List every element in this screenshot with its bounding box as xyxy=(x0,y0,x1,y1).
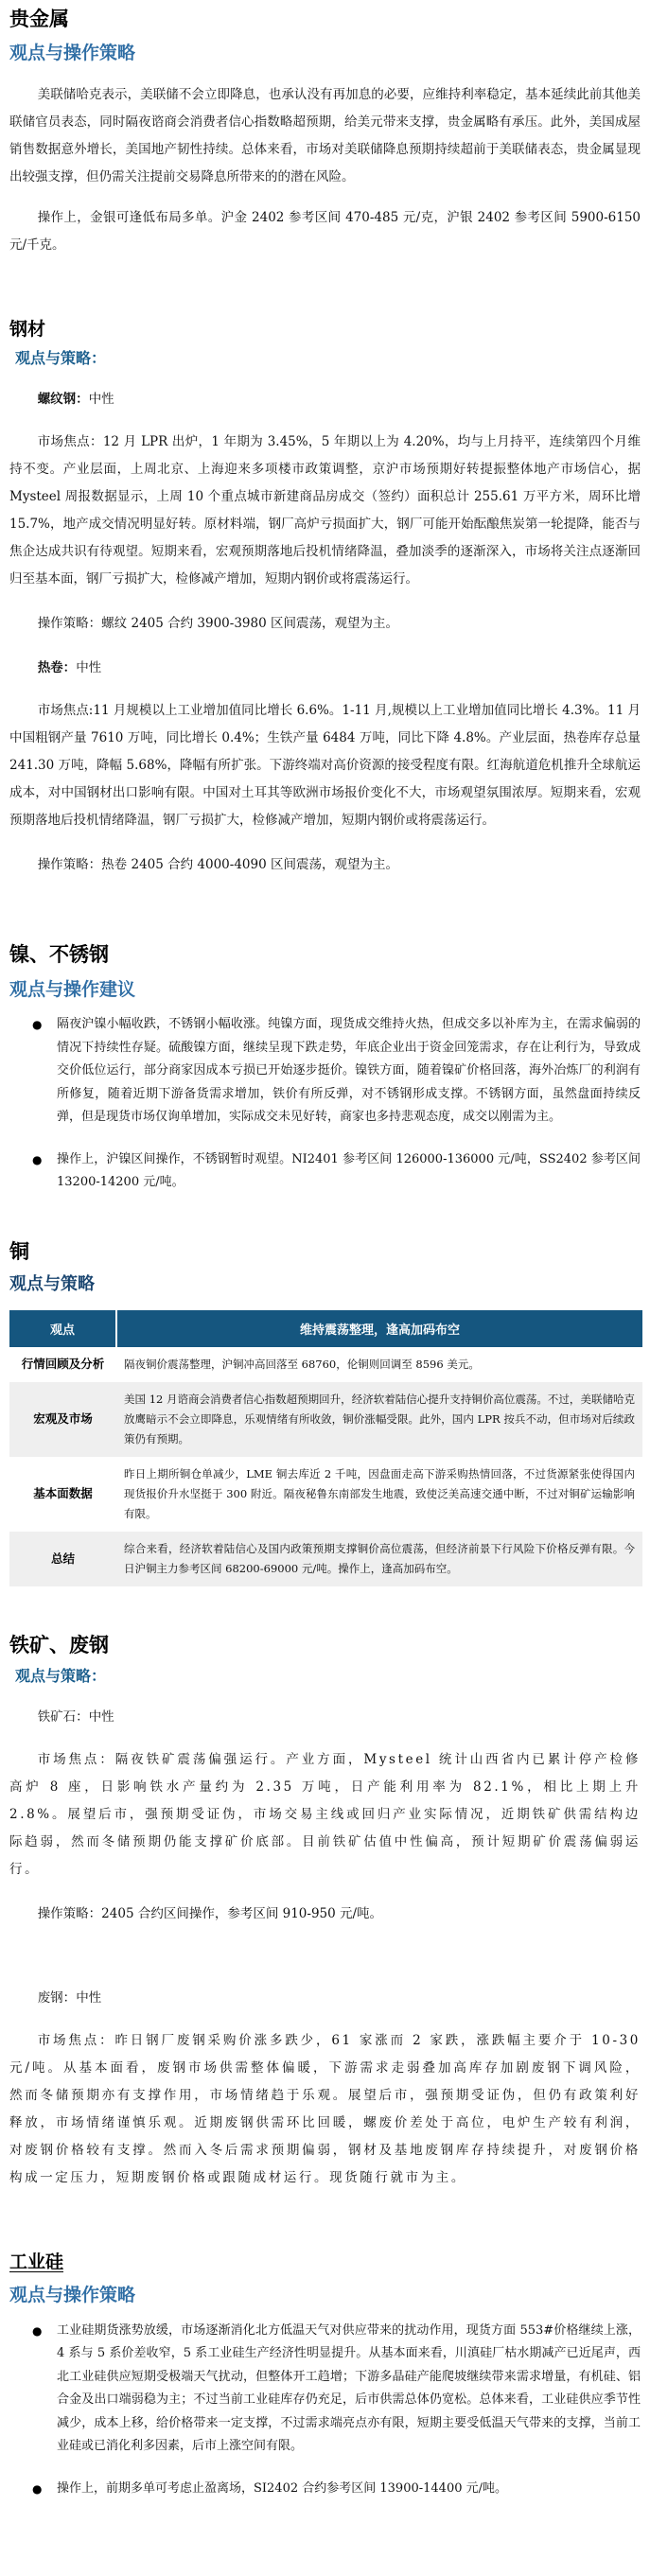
section-title-precious-metals: 贵金属 xyxy=(9,9,69,30)
copper-table-header-viewpoint: 观点 xyxy=(9,1310,116,1347)
rebar-rating-value: 中性 xyxy=(88,392,114,408)
ironore-strategy-line: 操作策略：2405 合约区间操作，参考区间 910-950 元/吨。 xyxy=(37,1905,383,1921)
copper-row-label-summary: 总结 xyxy=(50,1551,75,1566)
section-copper xyxy=(9,1238,641,1586)
copper-view-table xyxy=(9,1310,642,1586)
nickel-analysis-bullet: ● 隔夜沪镍小幅收跌，不锈钢小幅收涨。纯镍方面，现货成交维持火热，但成交多以补库为主，在需求偏弱的情况下持续性存疑。硫酸镍方面，继续呈现下跌走势，年底企业出于资金回笼需求，存在让利行为，导致成交价低位运行，部分商家因成本亏损已开始逐步挺价。镍铁方面，随着镍矿价格回落，海外冶炼厂的利润有所修复，随着近期下游备货需求增加，铁价有所反弹，对不锈钢形成支撑。不锈钢方面，虽然盘面持续反弹，但是现货市场仅询单增加，实际成交未见好转，商家也多持悲观态度，成交以刚需为主。 xyxy=(9,1013,641,1130)
section-title-industrial-silicon: 工业硅 xyxy=(9,2252,64,2272)
copper-row-text-review: 隔夜铜价震荡整理，沪铜冲高回落至 68760，伦铜则回调至 8596 美元。 xyxy=(124,1358,480,1372)
section-precious-metals xyxy=(9,6,641,259)
table-row xyxy=(9,1532,642,1586)
section-steel xyxy=(9,318,641,880)
subheading-ironore-strategy: 观点与策略： xyxy=(15,1668,107,1685)
silicon-bullet-list xyxy=(9,2320,641,2501)
ironore-label: 铁矿石： xyxy=(37,1709,89,1725)
rebar-label: 螺纹钢： xyxy=(37,392,89,408)
ironore-rating-value: 中性 xyxy=(88,1709,114,1725)
section-title-nickel-stainless: 镍、不锈钢 xyxy=(9,944,109,967)
precious-operation-paragraph: 操作上，金银可逢低布局多单。沪金 2402 参考区间 470-485 元/克，沪银 2402 参考区间 5900-6150 元/千克。 xyxy=(9,209,641,253)
hrc-rating-value: 中性 xyxy=(76,660,102,676)
section-divider xyxy=(9,896,641,941)
copper-row-text-summary: 综合来看，经济软着陆信心及国内政策预期支撑铜价高位震荡，但经济前景下行风险下价格反弹有限。今日沪铜主力参考区间 68200-69000 元/吨。操作上，逢高加码布空。 xyxy=(124,1542,635,1576)
hrc-focus-paragraph: 市场焦点:11 月规模以上工业增加值同比增长 6.6%。1-11 月,规模以上工业增加值同比增长 4.3%。11 月中国粗钢产量 7610 万吨，同比增长 0.4%；生铁产量 6484 万吨，同比下降 4.8%。产业层面，热卷库存总量 241.30 万吨，降幅 5.68%，降幅有所扩张。下游终端对高价资源的接受程度有限。红海航道危机推升全球航运成本，对中国钢材出口影响有限。中国对土耳其等欧洲市场报价变化不大，市场观望氛围浓厚。短期来看，宏观预期落地后投机情绪降温，钢厂亏损扩大，检修减产增加，短期内钢价或将震荡运行。 xyxy=(9,703,641,829)
section-divider xyxy=(9,272,641,318)
hrc-rating-line xyxy=(9,655,641,682)
section-title-copper: 铜 xyxy=(9,1240,29,1263)
section-divider xyxy=(9,1586,641,1632)
table-row xyxy=(9,1347,642,1382)
scrap-rating-value: 中性 xyxy=(76,1989,102,2006)
ironore-rating-line xyxy=(9,1704,641,1731)
section-title-ironore-scrap: 铁矿、废钢 xyxy=(9,1635,109,1657)
subheading-silicon-strategy: 观点与操作策略 xyxy=(9,2286,136,2306)
copper-row-label-fundamentals: 基本面数据 xyxy=(33,1487,93,1501)
nickel-operation-bullet: ● 操作上，沪镍区间操作，不锈钢暂时观望。NI2401 参考区间 126000-136000 元/吨，SS2402 参考区间 13200-14200 元/吨。 xyxy=(9,1148,641,1195)
section-divider xyxy=(9,1214,641,1238)
nickel-bullet-list xyxy=(9,1013,641,1195)
precious-analysis-paragraph: 美联储哈克表示，美联储不会立即降息，也承认没有再加息的必要，应维持利率稳定，基本延续此前其他美联储官员表态，同时隔夜谘商会消费者信心指数略超预期，给美元带来支撑，贵金属略有承压。此外，美国成屋销售数据意外增长，美国地产韧性持续。总体来看，市场对美联储降息预期持续超前于美联储表态，贵金属显现出较强支撑，但仍需关注提前交易降息所带来的的潜在风险。 xyxy=(9,86,641,184)
copper-table-header-row xyxy=(9,1310,642,1347)
copper-row-text-macro: 美国 12 月谘商会消费者信心指数超预期回升，经济软着陆信心提升支持铜价高位震荡。不过，美联储哈克放鹰暗示不会立即降息，乐观情绪有所收敛，铜价涨幅受限。此外，国内 LPR 按兵不动，但市场对后续政策仍有预期。 xyxy=(124,1393,635,1446)
silicon-analysis-bullet: ● 工业硅期货涨势放缓，市场逐渐消化北方低温天气对供应带来的扰动作用，现货方面 553#价格继续上涨，4 系与 5 系价差收窄，5 系工业硅生产经济性明显提升。从基本面来看，川滇硅厂枯水期减产已近尾声，西北工业硅供应短期受极端天气扰动，但整体开工趋增；下游多晶硅产能爬坡继续带来需求增量，有机硅、铝合金及出口端弱稳为主；不过当前工业硅库存仍充足，后市供需总体仍宽松。总体来看，工业硅供应季节性减少，成本上移，给价格带来一定支撑，不过需求端亮点亦有限，短期主要受低温天气带来的支撑，当前工业硅或已消化利多因素，后市上涨空间有限。 xyxy=(9,2320,641,2459)
section-nickel-stainless xyxy=(9,941,641,1194)
subheading-copper-strategy: 观点与策略 xyxy=(9,1274,95,1295)
copper-table-header-stance: 维持震荡整理，逢高加码布空 xyxy=(116,1310,642,1347)
section-divider xyxy=(9,1945,641,1970)
hrc-label: 热卷： xyxy=(37,660,77,676)
silicon-operation-bullet: ● 操作上，前期多单可考虑止盈离场，SI2402 合约参考区间 13900-14400 元/吨。 xyxy=(9,2478,641,2501)
section-divider xyxy=(9,2205,641,2251)
hrc-strategy-line: 操作策略：热卷 2405 合约 4000-4090 区间震荡，观望为主。 xyxy=(37,857,398,873)
subheading-precious-strategy: 观点与操作策略 xyxy=(9,44,136,64)
section-title-steel: 钢材 xyxy=(9,319,46,340)
scrap-rating-line xyxy=(9,1985,641,2012)
rebar-strategy-line: 操作策略：螺纹 2405 合约 3900-3980 区间震荡，观望为主。 xyxy=(37,616,398,632)
rebar-focus-paragraph: 市场焦点：12 月 LPR 出炉，1 年期为 3.45%，5 年期以上为 4.20%，均与上月持平，连续第四个月维持不变。产业层面，上周北京、上海迎来多项楼市政策调整，京沪市场预期好转提振整体地产市场信心，据 Mysteel 周报数据显示，上周 10 个重点城市新建商品房成交（签约）面积总计 255.61 万平方米，周环比增 15.7%，地产成交情况明显好转。原材料端，钢厂高炉亏损面扩大，钢厂可能开始酝酿焦炭第一轮提降，能否与焦企达成共识有待观望。短期来看，宏观预期落地后投机情绪降温，叠加淡季的逐渐深入，市场将关注点逐渐回归至基本面，钢厂亏损扩大，检修减产增加，短期内钢价或将震荡运行。 xyxy=(9,434,641,587)
copper-row-label-review: 行情回顾及分析 xyxy=(21,1358,105,1372)
rebar-rating-line xyxy=(9,386,641,413)
scrap-focus-paragraph: 市场焦点：昨日钢厂废钢采购价涨多跌少，61 家涨而 2 家跌，涨跌幅主要介于 10-30 元/吨。从基本面看，废钢市场供需整体偏暖，下游需求走弱叠加高库存加剧废钢下调风险，然而冬储预期亦有支撑作用，市场情绪趋于乐观。展望后市，强预期受证伪，但仍有政策利好释放，市场情绪谨慎乐观。近期废钢供需环比回暖，螺废价差处于高位，电炉生产较有利润，对废钢价格较有支撑。然而入冬后需求预期偏弱，钢材及基地废钢库存持续提升，对废钢价格构成一定压力，短期废钢价格或跟随成材运行。现货随行就市为主。 xyxy=(9,2032,641,2185)
section-industrial-silicon xyxy=(9,2251,641,2501)
table-row xyxy=(9,1457,642,1532)
copper-row-text-fundamentals: 昨日上期所铜仓单减少，LME 铜去库近 2 千吨，因盘面走高下游采购热情回落，不过货源紧张使得国内现货报价升水坚挺于 300 附近。隔夜秘鲁东南部发生地震，致使泛美高速交通中断，不过对铜矿运输影响有限。 xyxy=(124,1467,635,1521)
subheading-steel-strategy: 观点与策略： xyxy=(15,351,107,368)
scrap-label: 废钢： xyxy=(37,1989,77,2006)
ironore-focus-paragraph: 市场焦点：隔夜铁矿震荡偏强运行。产业方面，Mysteel 统计山西省内已累计停产检修高炉 8 座，日影响铁水产量约为 2.35 万吨，日产能利用率为 82.1%，相比上期上升 2.8%。展望后市，强预期受证伪，市场交易主线或回归产业实际情况，近期铁矿供需结构边际趋弱，然而冬储预期仍能支撑矿价底部。目前铁矿估值中性偏高，预计短期矿价震荡偏弱运行。 xyxy=(9,1751,641,1877)
table-row xyxy=(9,1382,642,1457)
copper-row-label-macro: 宏观及市场 xyxy=(33,1412,93,1427)
subheading-nickel-advice: 观点与操作建议 xyxy=(9,979,136,1000)
section-ironore-scrap xyxy=(9,1632,641,2191)
